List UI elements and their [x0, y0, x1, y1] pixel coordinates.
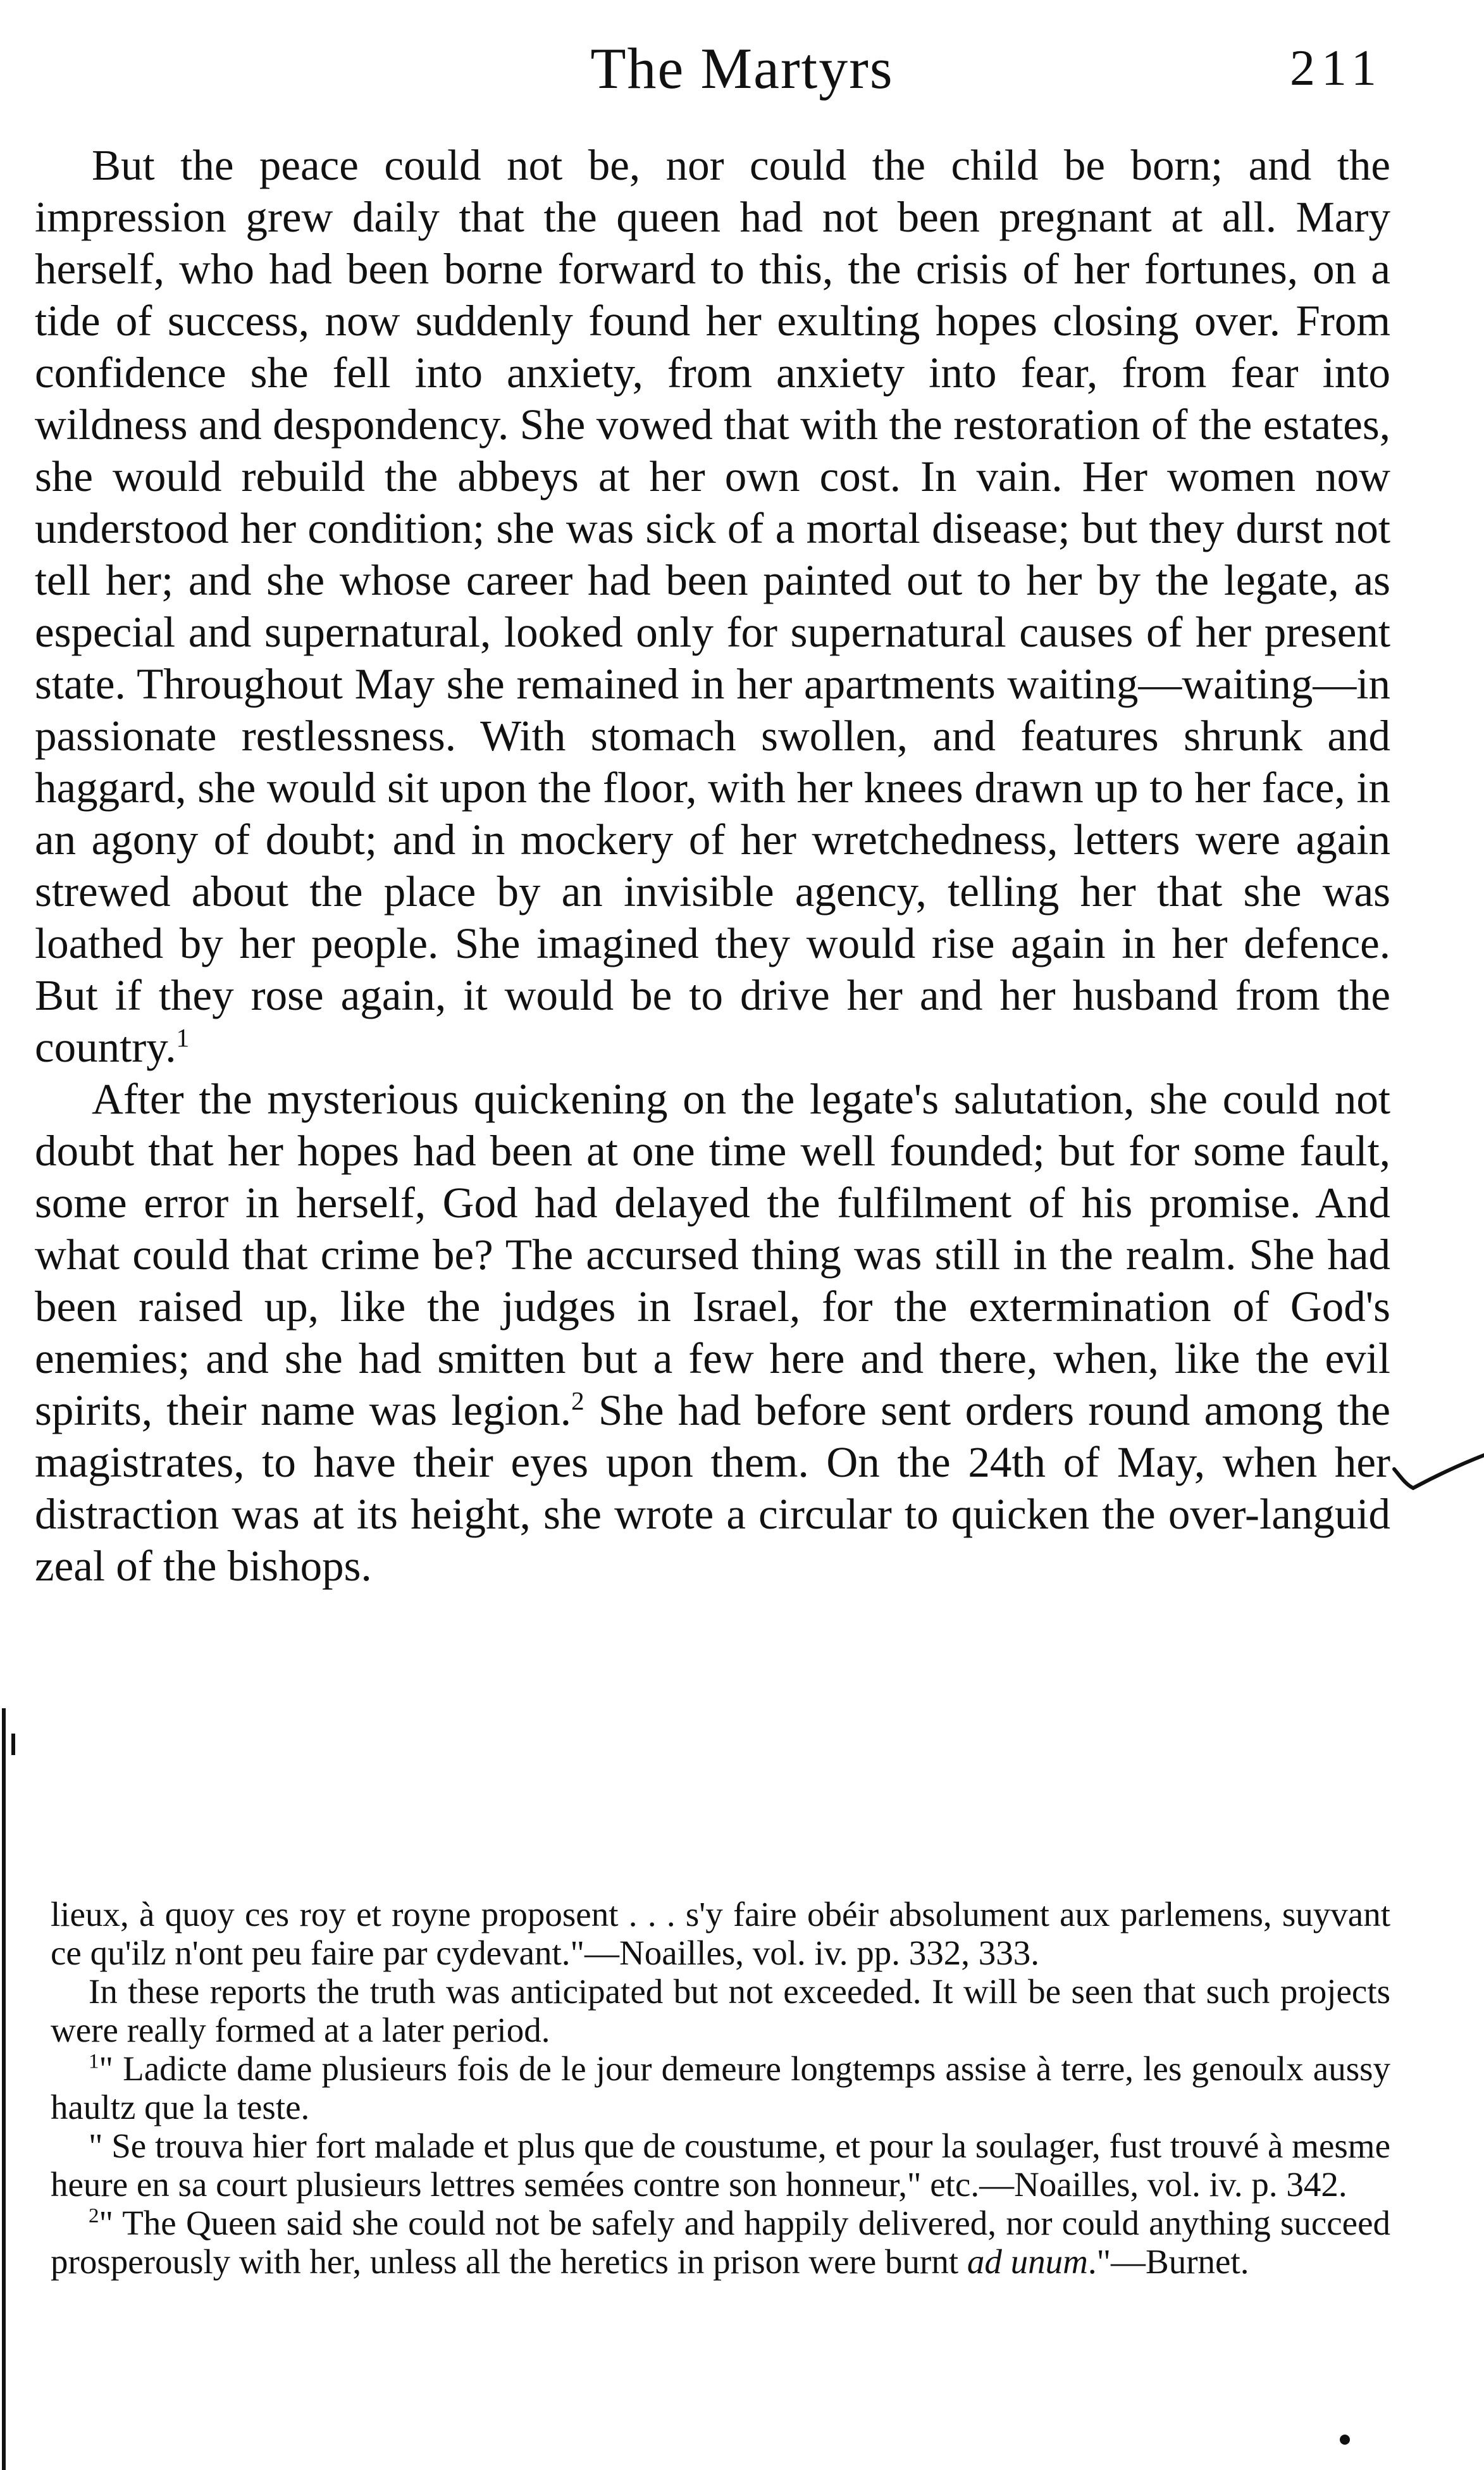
paragraph-2-text-end: She had before sent orders round among the magistrates, to have their eyes upon them. On the 24th of May, when her distraction was at its height, she wrote a circular to quicken the over-languid zeal of the bishops. — [35, 1386, 1391, 1590]
footnote-2-text-end: ."—Burnet. — [1087, 2242, 1249, 2281]
paragraph-2 — [35, 1073, 1390, 1592]
footnotes — [51, 1895, 1390, 2281]
page-number: 211 — [1289, 40, 1383, 96]
page-header — [0, 35, 1484, 111]
footnote-2 — [51, 2204, 1390, 2281]
footnote-remark: In these reports the truth was anticipated but not exceeded. It will be seen that such projects were really formed at a later period. — [51, 1972, 1390, 2049]
paragraph-1-text: But the peace could not be, nor could the child be born; and the impression grew daily that the queen had not been pregnant at all. Mary herself, who had been borne forward to this, the crisis of her fortunes, on a tide of success, now suddenly found her exulting hopes closing over. From confidence she fell into anxiety, from anxiety into fear, from fear into wildness and despondency. She vowed that with the restoration of the estates, she would rebuild the abbeys at her own cost. In vain. Her women now understood her condition; she was sick of a mortal disease; but they durst not tell her; and she whose career had been painted out to her by the legate, as especial and supernatural, looked only for supernatural causes of her present state. Throughout May she remained in her apartments waiting—waiting—in passionate restlessness. With stomach swollen, and features shrunk and haggard, she would sit upon the floor, with her knees drawn up to her face, in an agony of doubt; and in mockery of her wretchedness, letters were again strewed about the place by an invisible agency, telling her that she was loathed by her people. She imagined they would rise again in her defence. But if they rose again, it would be to drive her and her husband from the country. — [35, 141, 1390, 1071]
footnote-2-mark: 2 — [89, 2204, 99, 2228]
footnote-ref-1: 1 — [176, 1023, 190, 1052]
margin-rule — [2, 1708, 6, 2470]
footnote-ref-2: 2 — [571, 1386, 584, 1415]
footnote-2-italic: ad unum — [967, 2242, 1088, 2281]
body-text — [35, 139, 1390, 1592]
paragraph-1 — [35, 139, 1390, 1073]
footnote-1-continued: " Se trouva hier fort malade et plus que de coustume, et pour la soulager, fust trouvé à mesme heure en sa court plusieurs lettres semées contre son honneur," etc.—Noailles, vol. iv. p. 342. — [51, 2126, 1390, 2204]
paragraph-2-text: After the mysterious quickening on the legate's salutation, she could not doubt that her hopes had been at one time well founded; but for some fault, some error in herself, God had delayed the fulfilment of his promise. And what could that crime be? The accursed thing was still in the realm. She had been raised up, like the judges in Israel, for the extermination of God's enemies; and she had smitten but a few here and there, when, like the evil spirits, their name was legion. — [35, 1075, 1390, 1434]
footnote-1-mark: 1 — [89, 2050, 99, 2073]
footnote-continuation: lieux, à quoy ces roy et royne proposent . . . s'y faire obéir absolument aux parlemens, suyvant ce qu'ilz n'ont peu faire par cydevant."—Noailles, vol. iv. pp. 332, 333. — [51, 1895, 1390, 1972]
running-title: The Martyrs — [590, 36, 894, 101]
footnote-1 — [51, 2049, 1390, 2126]
footnote-1-text: " Ladicte dame plusieurs fois de le jour demeure longtemps assise à terre, les genoulx aussy haultz que la teste. — [51, 2049, 1390, 2126]
checkmark-annotation-icon — [1392, 1449, 1484, 1506]
ink-dot — [1340, 2435, 1350, 2445]
margin-tick — [11, 1734, 15, 1755]
footnote-2-text: " The Queen said she could not be safely and happily delivered, nor could anything succeed prosperously with her, unless all the heretics in prison were burnt — [51, 2204, 1390, 2281]
